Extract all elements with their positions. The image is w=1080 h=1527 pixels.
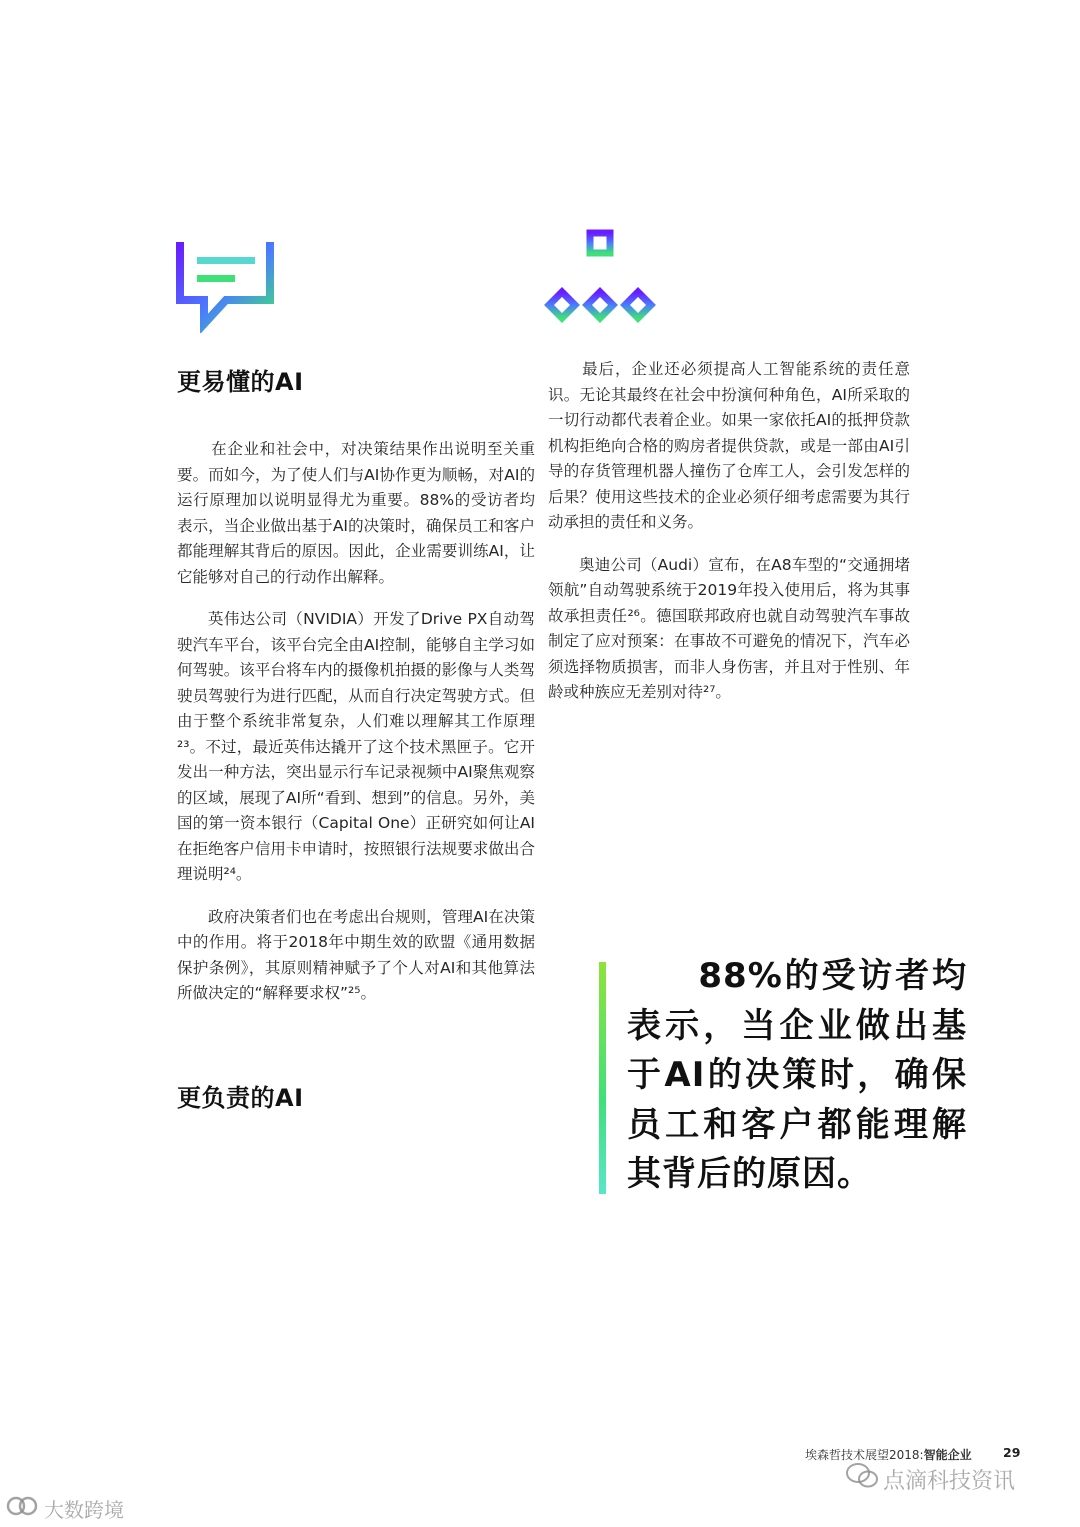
- pull-quote: 88%的受访者均表示，当企业做出基于AI的决策时，确保员工和客户都能理解其背后的原因。: [627, 956, 967, 1194]
- watermark-right-text: 点滴科技资讯: [883, 1468, 1016, 1494]
- section-heading-responsible-ai: 更负责的AI: [177, 1084, 304, 1112]
- footer-report-subtitle: 智能企业: [923, 1448, 972, 1462]
- wechat-icon: [845, 1462, 883, 1496]
- section-heading-understandable-ai: 更易懂的AI: [177, 368, 304, 396]
- hierarchy-tree-icon: [540, 228, 662, 332]
- paragraph: 奥迪公司（Audi）宣布，在A8车型的“交通拥堵领航”自动驾驶系统于2019年投入使用后，将为其事故承担责任²⁶。德国联邦政府也就自动驾驶汽车事故制定了应对预案：在事故不可避免的情况下，汽车必须选择物质损害，而非人身伤害，并且对于性别、年龄或种族应无差别对待²⁷。: [548, 555, 910, 701]
- watermark-left-text: 大数跨境: [44, 1498, 124, 1522]
- right-column-text: [548, 357, 910, 723]
- watermark-right: [845, 1462, 1015, 1496]
- watermark-left: [6, 1492, 124, 1525]
- paragraph: 政府决策者们也在考虑出台规则，管理AI在决策中的作用。将于2018年中期生效的欧盟《通用数据保护条例》，其原则精神赋予了个人对AI和其他算法所做决定的“解释要求权”²⁵。: [177, 907, 535, 1002]
- left-column-text: [177, 437, 535, 1024]
- paragraph: 英伟达公司（NVIDIA）开发了Drive PX自动驾驶汽车平台，该平台完全由AI控制，能够自主学习如何驾驶。该平台将车内的摄像机拍摄的影像与人类驾驶员驾驶行为进行匹配，从而自行决定驾驶方式。但由于整个系统非常复杂，人们难以理解其工作原理²³。不过，最近英伟达撬开了这个技术黑匣子。它开发出一种方法，突出显示行车记录视频中AI聚焦观察的区域，展现了AI所“看到、想到”的信息。另外，美国的第一资本银行（Capital One）正研究如何让AI在拒绝客户信用卡申请时，按照银行法规要求做出合理说明²⁴。: [177, 610, 535, 883]
- paragraph: 在企业和社会中，对决策结果作出说明至关重要。而如今，为了使人们与AI协作更为顺畅，对AI的运行原理加以说明显得尤为重要。88%的受访者均表示，当企业做出基于AI的决策时，确保员工和客户都能理解其背后的原因。因此，企业需要训练AI，让它能够对自己的行动作出解释。: [177, 440, 535, 586]
- brand-logo-icon: [6, 1492, 44, 1525]
- page-number: 29: [1003, 1445, 1021, 1460]
- footer-report-title-text: 埃森哲技术展望2018:: [805, 1448, 924, 1462]
- paragraph: 最后，企业还必须提高人工智能系统的责任意识。无论其最终在社会中扮演何种角色，AI所采取的一切行动都代表着企业。如果一家依托AI的抵押贷款机构拒绝向合格的购房者提供贷款，或是一部由AI引导的存货管理机器人撞伤了仓库工人，会引发怎样的后果？使用这些技术的企业必须仔细考虑需要为其行动承担的责任和义务。: [548, 360, 910, 531]
- footer-report-title: [805, 1446, 972, 1463]
- chat-bubble-icon: [170, 238, 280, 333]
- pull-quote-accent-bar: [599, 962, 606, 1194]
